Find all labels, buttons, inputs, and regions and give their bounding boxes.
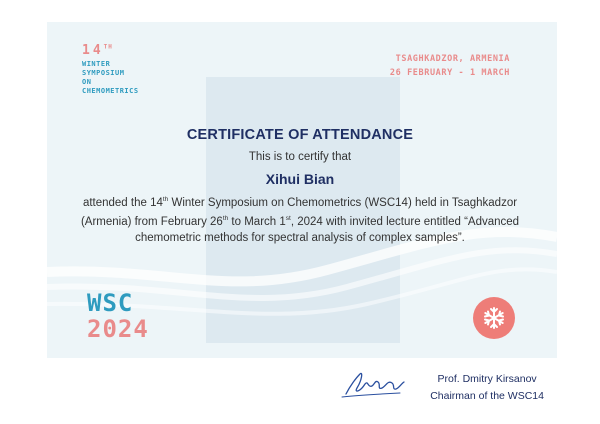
certificate-title: CERTIFICATE OF ATTENDANCE	[186, 127, 414, 143]
recipient-name: Xihui Bian	[265, 171, 335, 187]
brand-line-symposium: SYMPOSIUM	[82, 68, 125, 77]
wsc14-brand-logo	[82, 43, 139, 96]
snowflake-icon	[473, 297, 515, 339]
certify-text: This is to certify that	[248, 151, 352, 163]
snowflake-badge	[473, 297, 515, 339]
brand-line-chemometrics: CHEMOMETRICS	[82, 87, 139, 96]
venue-info	[390, 52, 510, 80]
certificate-body: attended the 14th Winter Symposium on Chemometrics (WSC14) held in Tsaghkadzor (Armenia) from February 26th to March 1st, 2024 with invited lecture entitled “Advanced chemometric methods for spectral analysis of complex samples”.	[80, 196, 520, 244]
signer-role: Chairman of the WSC14	[430, 390, 544, 402]
brand-line-winter: WINTER	[82, 59, 111, 68]
venue-location: TSAGHKADZOR, ARMENIA	[395, 54, 510, 64]
logo-year: 2024	[87, 315, 149, 343]
brand-line-on: ON	[82, 78, 92, 87]
logo-wsc: WSC	[87, 289, 134, 317]
signer-block	[430, 371, 544, 405]
venue-dates: 26 FEBRUARY - 1 MARCH	[389, 68, 510, 78]
signer-name: Prof. Dmitry Kirsanov	[437, 373, 537, 385]
wsc2024-logo	[87, 290, 149, 342]
edition-number: 14TH	[82, 43, 113, 58]
handwritten-signature	[340, 366, 408, 402]
